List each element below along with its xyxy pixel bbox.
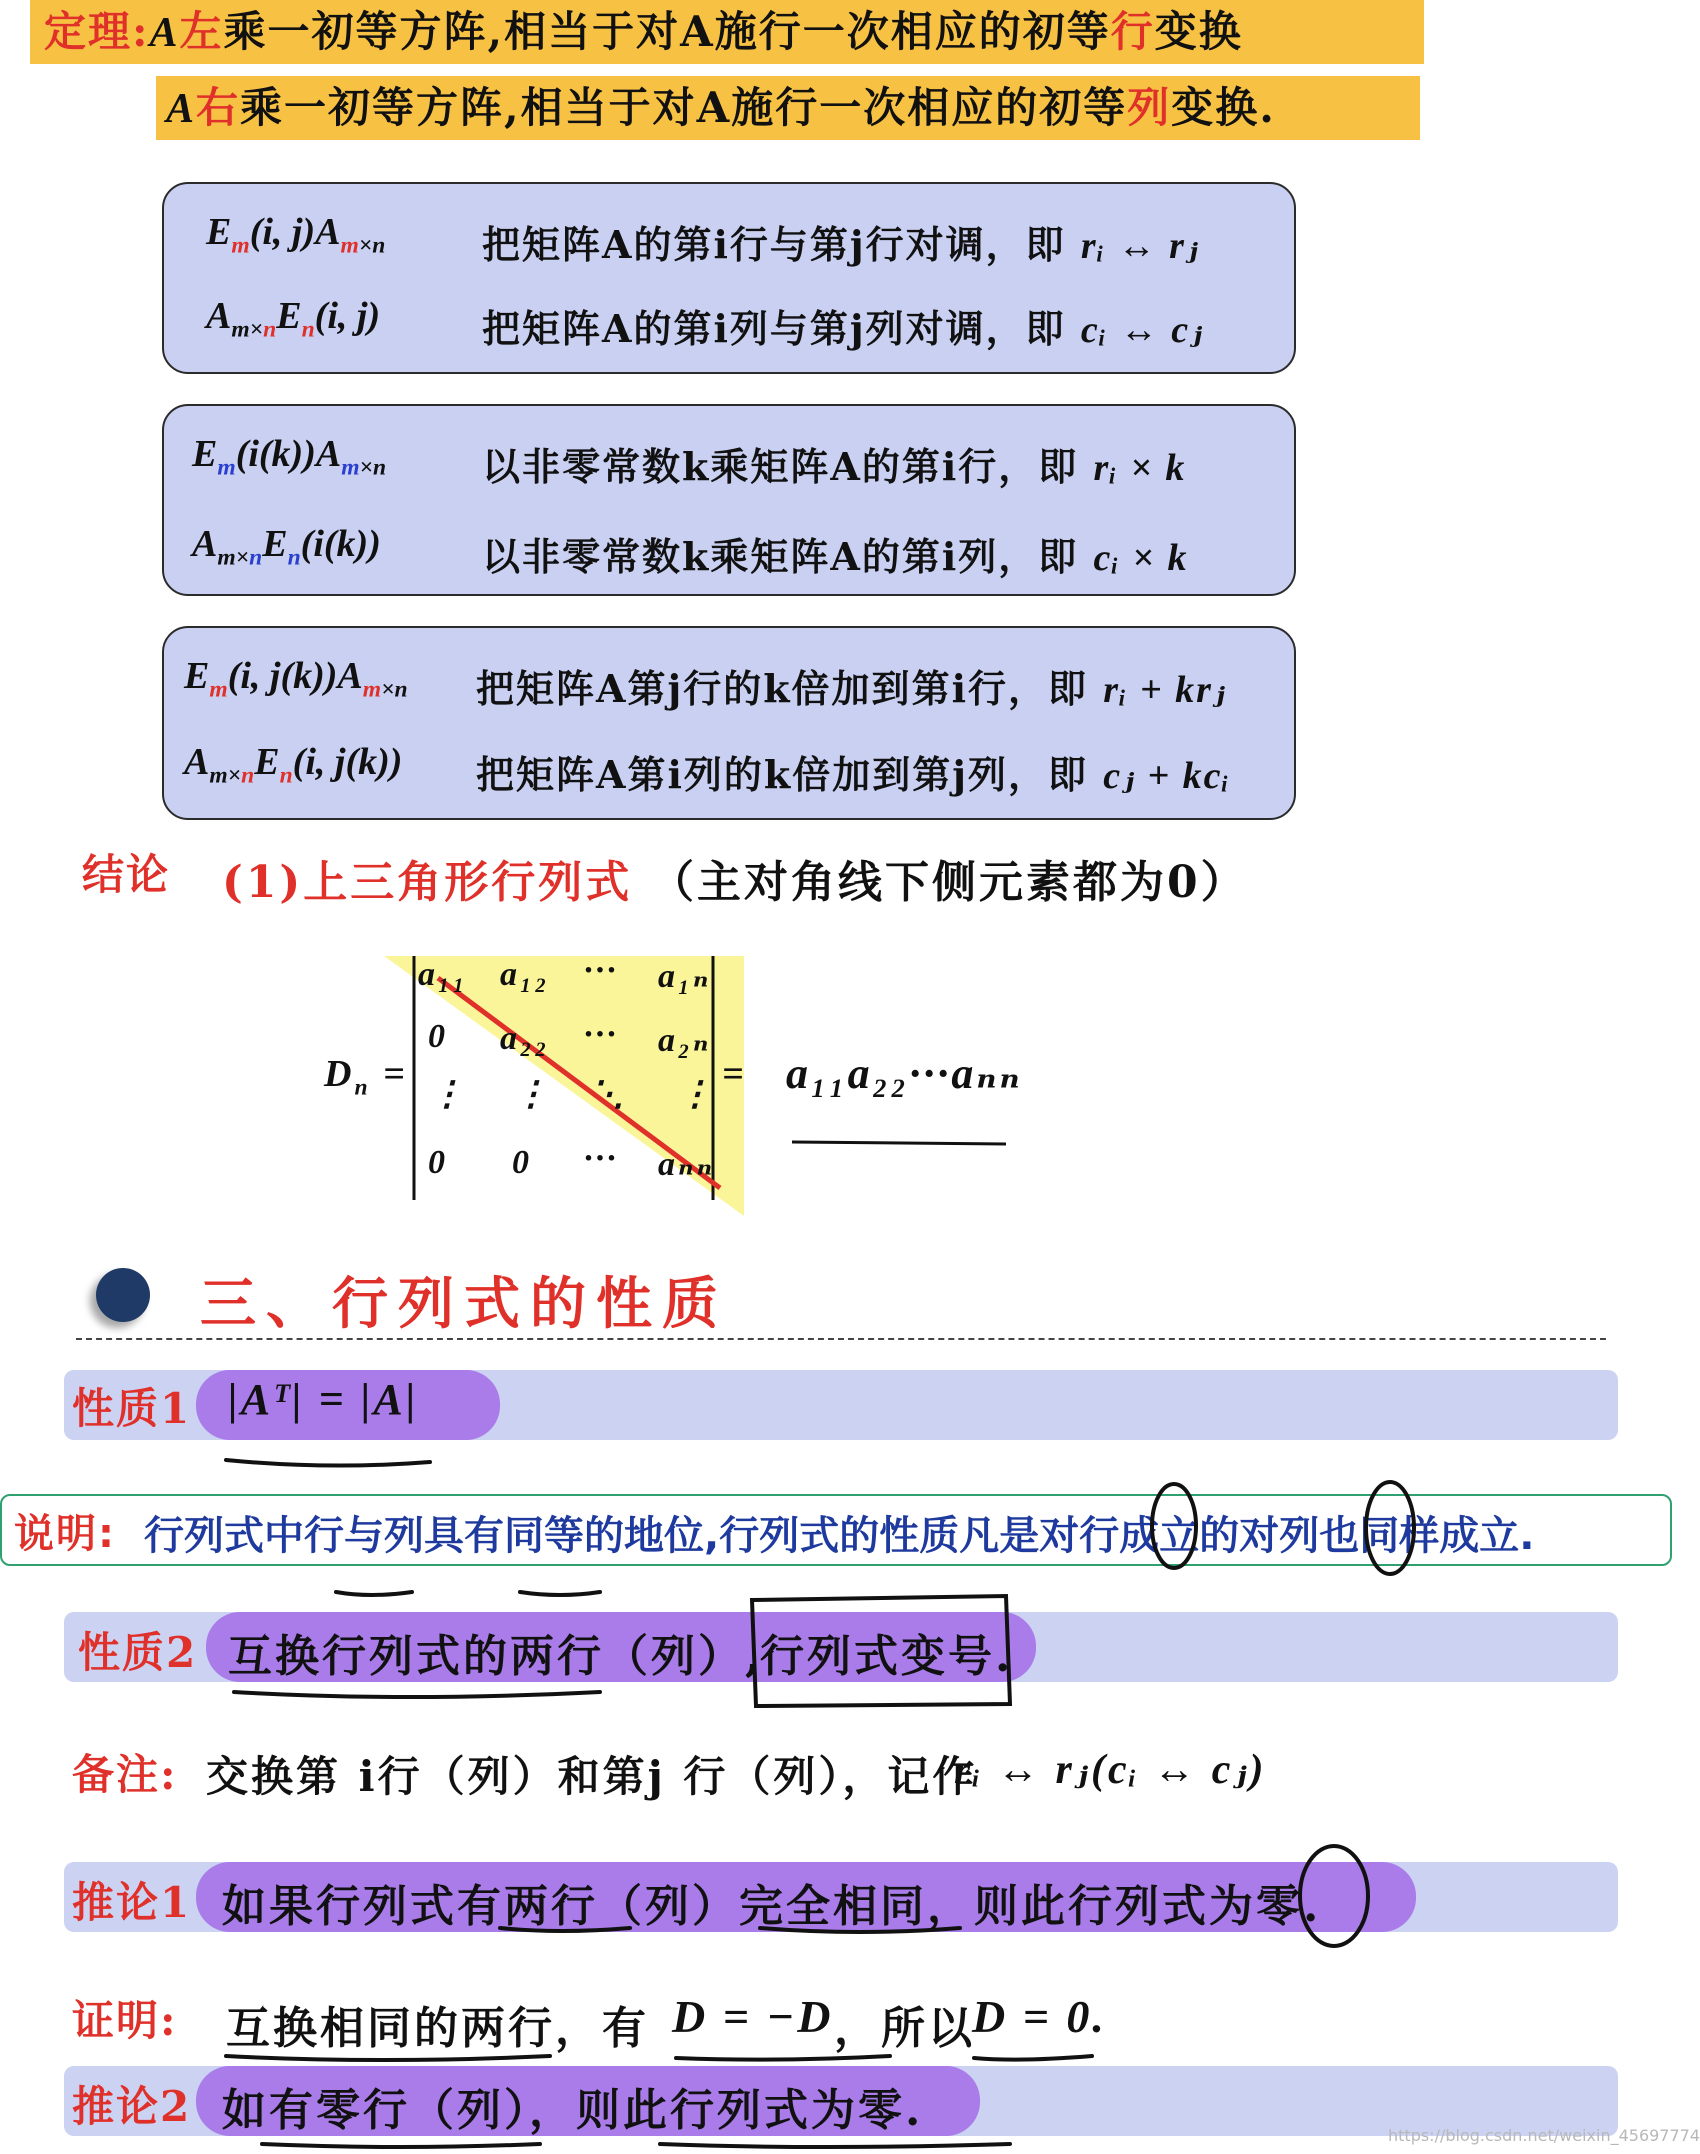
underline-stroke — [262, 2144, 540, 2147]
theorem-banner-2: A右乘一初等方阵,相当于对A施行一次相应的初等列变换. — [156, 76, 1420, 140]
box-row: $E_m(i$, $j(k))A_{m\times n}$ 把矩阵A第j行的k倍加到第i行，即 rᵢ + krⱼ — [184, 655, 1227, 711]
det-eq: = — [722, 1053, 747, 1095]
note-label: 说明: — [14, 1511, 116, 1557]
corollary2-label: 推论2 — [72, 2082, 192, 2131]
box-row: $A_{m\times n}E_n(i$, j) 把矩阵A的第i列与第j列对调，即 cᵢ ↔ cⱼ — [206, 295, 1204, 351]
cell-ann: aₙₙ — [658, 1146, 716, 1183]
property1-formula: |Aᵀ| = |A| — [228, 1375, 419, 1424]
cell-a1n: a₁ₙ — [658, 958, 712, 995]
cell-dots: ··· — [584, 1140, 619, 1177]
elementary-swap-box — [162, 182, 1296, 374]
cell-dots: ··· — [584, 1016, 619, 1053]
conclusion-item: (1)上三角形行列式 — [222, 857, 633, 908]
proof-formula-1: D = −D — [672, 1991, 834, 2042]
cell-zero: 0 — [512, 1144, 532, 1181]
box-row: $A_{m\times n}E_n(i(k))$ 以非零常数k乘矩阵A的第i列，即 cᵢ × k — [192, 523, 1189, 579]
cell-dots: ··· — [584, 952, 619, 989]
cell-a12: a₁₂ — [500, 956, 550, 993]
box-row: $A_{m\times n}E_n(i$, j(k)) 把矩阵A第i列的k倍加到第j列，即 cⱼ + kcᵢ — [184, 741, 1231, 797]
cell-zero: 0 — [428, 1144, 448, 1181]
cell-ddots: ⋱ — [590, 1076, 627, 1113]
corollary2-text: 如有零行（列），则此行列式为零. — [222, 2085, 924, 2136]
cell-zero: 0 — [428, 1018, 448, 1055]
cell-a2n: a₂ₙ — [658, 1022, 712, 1059]
remark-text: 交换第 i行（列）和第j 行（列），记作 — [206, 1752, 978, 1801]
remark-label: 备注: — [72, 1750, 178, 1799]
theorem-banner-1: 定理:A左乘一初等方阵,相当于对A施行一次相应的初等行变换 — [30, 0, 1424, 64]
cell-vdots: ⋮ — [678, 1076, 715, 1113]
property2-text2: 行列式变号. — [760, 1631, 1014, 1682]
box-row: $E_m(i(k))A_{m\times n}$ 以非零常数k乘矩阵A的第i行，即 rᵢ × k — [192, 433, 1187, 489]
cell-vdots: ⋮ — [514, 1076, 551, 1113]
underline-stroke — [676, 2056, 890, 2060]
corollary1-label: 推论1 — [72, 1878, 192, 1927]
result-underline — [792, 1142, 1006, 1144]
proof-mid: ，所以 — [834, 2003, 975, 2054]
property2-label: 性质2 — [78, 1628, 198, 1677]
cell-vdots: ⋮ — [430, 1076, 467, 1113]
watermark: https://blog.csdn.net/weixin_45697774 — [1388, 2126, 1700, 2145]
underline-stroke — [234, 1692, 600, 1697]
underline-stroke — [226, 1460, 430, 1466]
conclusion-note: （主对角线下侧元素都为0） — [650, 857, 1248, 908]
underline-stroke — [336, 1592, 412, 1595]
cell-a22: a₂₂ — [500, 1020, 550, 1057]
triangular-determinant — [300, 948, 1060, 1224]
proof-text: 互换相同的两行，有 — [226, 2003, 649, 2054]
underline-stroke — [660, 2144, 1010, 2147]
corollary1-text: 如果行列式有两行（列）完全相同，则此行列式为零. — [222, 1881, 1322, 1932]
elementary-add-box — [162, 626, 1296, 820]
section-bullet — [96, 1268, 150, 1322]
det-lhs: $D_n$ = — [324, 1053, 408, 1101]
conclusion-label: 结论 — [82, 850, 171, 899]
theorem-label: 定理: — [44, 7, 150, 56]
det-result: a₁₁a₂₂···aₙₙ — [786, 1049, 1023, 1098]
proof-label: 证明: — [72, 1996, 178, 2045]
underline-stroke — [226, 2056, 550, 2060]
property1-label: 性质1 — [72, 1384, 192, 1433]
underline-stroke — [974, 2056, 1092, 2060]
note-text: 行列式中行与列具有同等的地位,行列式的性质凡是对行成立的对列也同样成立. — [144, 1513, 1535, 1559]
section-title: 三、行列式的性质 — [200, 1271, 728, 1337]
box-row: $E_m(i$, $j)A_{m\times n}$ 把矩阵A的第i行与第j行对调，即 rᵢ ↔ rⱼ — [206, 211, 1200, 267]
cell-a11: a₁₁ — [418, 956, 468, 993]
proof-formula-2: D = 0. — [972, 1991, 1107, 2042]
elementary-scale-box — [162, 404, 1296, 596]
section-divider — [76, 1338, 1606, 1340]
property2-text1: 互换行列式的两行（列）, — [228, 1631, 764, 1682]
underline-stroke — [520, 1592, 600, 1595]
remark-formula: rᵢ ↔ rⱼ(cᵢ ↔ cⱼ) — [954, 1747, 1267, 1793]
